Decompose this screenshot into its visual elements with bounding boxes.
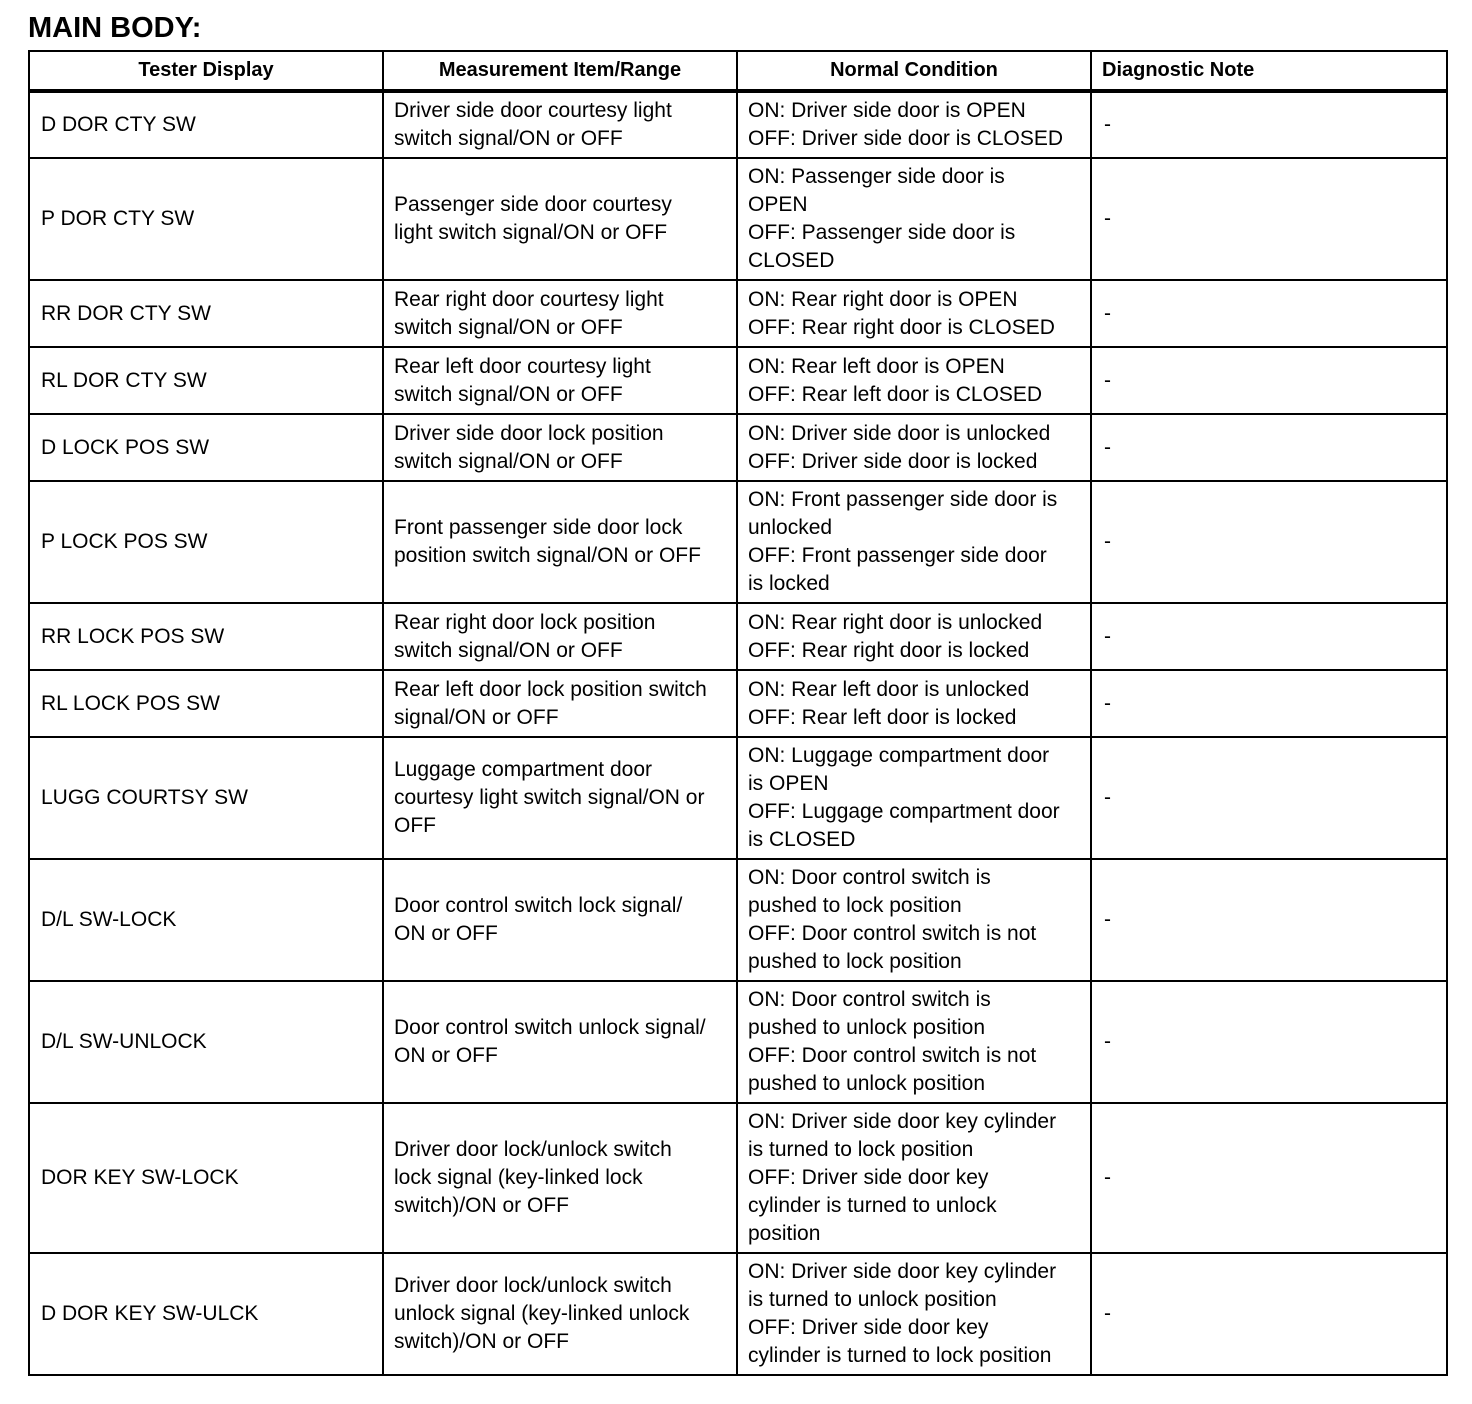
- cell-normal-condition: ON: Driver side door is unlocked OFF: Driver side door is locked: [737, 414, 1091, 481]
- data-list-table: [28, 50, 1448, 1376]
- cell-diagnostic-note: -: [1091, 1103, 1447, 1253]
- cell-tester-display: D/L SW-LOCK: [29, 859, 383, 981]
- header-tester-display: Tester Display: [29, 51, 383, 91]
- cell-diagnostic-note: -: [1091, 603, 1447, 670]
- cell-measurement: Rear left door lock position switch signal/ON or OFF: [383, 670, 737, 737]
- table-row: [29, 603, 1447, 670]
- cell-tester-display: DOR KEY SW-LOCK: [29, 1103, 383, 1253]
- cell-measurement: Driver side door courtesy light switch signal/ON or OFF: [383, 91, 737, 158]
- cell-measurement: Rear right door courtesy light switch signal/ON or OFF: [383, 280, 737, 347]
- table-row: [29, 859, 1447, 981]
- cell-diagnostic-note: -: [1091, 91, 1447, 158]
- table-row: [29, 481, 1447, 603]
- cell-tester-display: RL LOCK POS SW: [29, 670, 383, 737]
- table-row: [29, 414, 1447, 481]
- cell-tester-display: LUGG COURTSY SW: [29, 737, 383, 859]
- cell-diagnostic-note: -: [1091, 481, 1447, 603]
- cell-diagnostic-note: -: [1091, 737, 1447, 859]
- table-row: [29, 280, 1447, 347]
- cell-normal-condition: ON: Door control switch is pushed to unlock position OFF: Door control switch is not pushed to unlock position: [737, 981, 1091, 1103]
- table-row: [29, 1103, 1447, 1253]
- cell-tester-display: D LOCK POS SW: [29, 414, 383, 481]
- cell-measurement: Driver side door lock position switch signal/ON or OFF: [383, 414, 737, 481]
- cell-measurement: Driver door lock/unlock switch lock signal (key-linked lock switch)/ON or OFF: [383, 1103, 737, 1253]
- cell-normal-condition: ON: Luggage compartment door is OPEN OFF: Luggage compartment door is CLOSED: [737, 737, 1091, 859]
- cell-measurement: Rear left door courtesy light switch signal/ON or OFF: [383, 347, 737, 414]
- cell-diagnostic-note: -: [1091, 1253, 1447, 1375]
- cell-measurement: Passenger side door courtesy light switch signal/ON or OFF: [383, 158, 737, 280]
- cell-diagnostic-note: -: [1091, 280, 1447, 347]
- cell-measurement: Front passenger side door lock position switch signal/ON or OFF: [383, 481, 737, 603]
- cell-tester-display: RR LOCK POS SW: [29, 603, 383, 670]
- cell-normal-condition: ON: Rear left door is unlocked OFF: Rear left door is locked: [737, 670, 1091, 737]
- cell-normal-condition: ON: Driver side door key cylinder is turned to unlock position OFF: Driver side door key cylinder is turned to lock position: [737, 1253, 1091, 1375]
- cell-diagnostic-note: -: [1091, 670, 1447, 737]
- cell-measurement: Door control switch lock signal/ ON or OFF: [383, 859, 737, 981]
- cell-tester-display: D/L SW-UNLOCK: [29, 981, 383, 1103]
- cell-measurement: Driver door lock/unlock switch unlock signal (key-linked unlock switch)/ON or OFF: [383, 1253, 737, 1375]
- cell-tester-display: RL DOR CTY SW: [29, 347, 383, 414]
- table-row: [29, 1253, 1447, 1375]
- page-title: MAIN BODY:: [28, 12, 202, 44]
- cell-tester-display: D DOR KEY SW-ULCK: [29, 1253, 383, 1375]
- header-measurement-item: Measurement Item/Range: [383, 51, 737, 91]
- cell-measurement: Door control switch unlock signal/ ON or OFF: [383, 981, 737, 1103]
- table-row: [29, 91, 1447, 158]
- cell-measurement: Rear right door lock position switch signal/ON or OFF: [383, 603, 737, 670]
- table-row: [29, 670, 1447, 737]
- table-row: [29, 158, 1447, 280]
- cell-normal-condition: ON: Rear left door is OPEN OFF: Rear left door is CLOSED: [737, 347, 1091, 414]
- cell-diagnostic-note: -: [1091, 859, 1447, 981]
- cell-diagnostic-note: -: [1091, 158, 1447, 280]
- cell-diagnostic-note: -: [1091, 414, 1447, 481]
- cell-normal-condition: ON: Rear right door is OPEN OFF: Rear right door is CLOSED: [737, 280, 1091, 347]
- cell-diagnostic-note: -: [1091, 981, 1447, 1103]
- header-diagnostic-note: Diagnostic Note: [1091, 51, 1447, 91]
- cell-normal-condition: ON: Driver side door key cylinder is turned to lock position OFF: Driver side door key cylinder is turned to unlock position: [737, 1103, 1091, 1253]
- table-row: [29, 981, 1447, 1103]
- cell-tester-display: RR DOR CTY SW: [29, 280, 383, 347]
- table-row: [29, 737, 1447, 859]
- table-row: [29, 347, 1447, 414]
- cell-normal-condition: ON: Rear right door is unlocked OFF: Rear right door is locked: [737, 603, 1091, 670]
- header-normal-condition: Normal Condition: [737, 51, 1091, 91]
- cell-normal-condition: ON: Passenger side door is OPEN OFF: Passenger side door is CLOSED: [737, 158, 1091, 280]
- cell-tester-display: P DOR CTY SW: [29, 158, 383, 280]
- cell-normal-condition: ON: Driver side door is OPEN OFF: Driver side door is CLOSED: [737, 91, 1091, 158]
- cell-tester-display: P LOCK POS SW: [29, 481, 383, 603]
- cell-measurement: Luggage compartment door courtesy light switch signal/ON or OFF: [383, 737, 737, 859]
- cell-normal-condition: ON: Front passenger side door is unlocked OFF: Front passenger side door is locked: [737, 481, 1091, 603]
- cell-tester-display: D DOR CTY SW: [29, 91, 383, 158]
- cell-diagnostic-note: -: [1091, 347, 1447, 414]
- cell-normal-condition: ON: Door control switch is pushed to lock position OFF: Door control switch is not pushed to lock position: [737, 859, 1091, 981]
- table-header-row: [29, 51, 1447, 91]
